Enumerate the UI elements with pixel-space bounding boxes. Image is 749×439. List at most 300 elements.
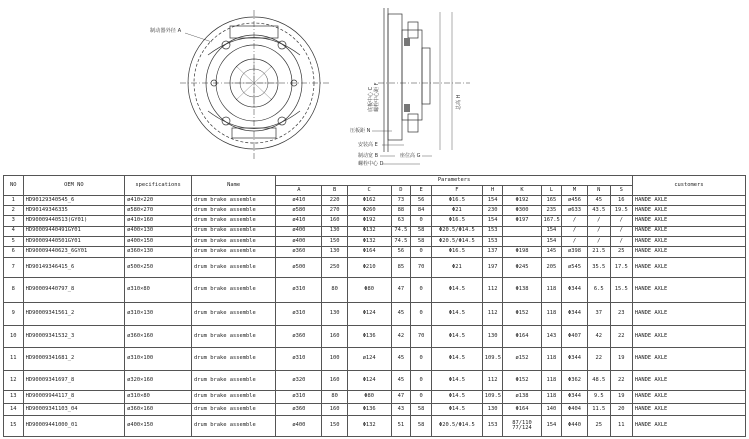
cell-param-l: 167.5 [541,216,562,226]
cell-oem-no: HD90149346415_6 [23,258,125,277]
cell-param-k: Φ164 [503,325,541,348]
cell-param-c: Φ260 [347,206,391,216]
table-row [4,236,746,246]
cell-param-m: / [562,226,587,236]
cell-name: drum brake assemble [192,348,276,371]
cell-param-f: Φ14.5 [431,370,482,390]
cell-param-l: 235 [541,206,562,216]
col-oem-header: OEM NO [23,176,125,196]
cell-param-b: 220 [322,196,347,206]
cell-param-k: 87/110 77/124 [503,416,541,437]
cell-param-n: 42 [587,325,610,348]
cell-param-l: 140 [541,403,562,416]
cell-customer: HANDE AXLE [632,236,745,246]
cell-param-b: 250 [322,258,347,277]
callout-b: 制动宽 B [358,153,379,159]
cell-customer: HANDE AXLE [632,247,745,258]
cell-param-h: 154 [482,216,503,226]
cell-param-d: 56 [391,247,411,258]
cell-param-m: Φ344 [562,348,587,371]
cell-param-m: Φ344 [562,277,587,302]
cell-name: drum brake assemble [192,258,276,277]
cell-customer: HANDE AXLE [632,196,745,206]
cell-specification: ø400×130 [125,226,192,236]
cell-param-f: Φ14.5 [431,391,482,404]
param-header-n: N [587,186,610,196]
cell-param-f: Φ14.5 [431,348,482,371]
cell-param-l: 154 [541,226,562,236]
cell-specification: ø360×160 [125,403,192,416]
callout-n: 压板距 N [350,128,371,134]
cell-param-h: 130 [482,403,503,416]
cell-name: drum brake assemble [192,206,276,216]
cell-param-e: 70 [411,325,432,348]
cell-param-k: Φ197 [503,216,541,226]
cell-param-b: 160 [322,216,347,226]
cell-no: 7 [4,258,24,277]
cell-param-f: Φ20.5/Φ14.5 [431,226,482,236]
table-row [4,247,746,258]
cell-no: 12 [4,370,24,390]
cell-specification: ø500×250 [125,258,192,277]
param-header-f: F [431,186,482,196]
callout-a: 制动器外径 A [150,28,182,34]
cell-param-f: Φ14.5 [431,325,482,348]
cell-no: 2 [4,206,24,216]
cell-param-e: 56 [411,196,432,206]
cell-param-h: 130 [482,325,503,348]
cell-name: drum brake assemble [192,370,276,390]
cell-param-c: Φ192 [347,216,391,226]
cell-param-e: 0 [411,370,432,390]
cell-param-c: Φ132 [347,416,391,437]
cell-param-e: 58 [411,226,432,236]
cell-param-a: ø410 [276,216,322,226]
cell-param-s: 20 [610,403,632,416]
cell-param-a: ø310 [276,391,322,404]
cell-param-l: 145 [541,247,562,258]
side-view [378,8,470,152]
cell-param-f: Φ21 [431,258,482,277]
cell-param-k: ø138 [503,391,541,404]
cell-param-m: Φ362 [562,370,587,390]
cell-param-n: / [587,216,610,226]
cell-param-f: Φ16.5 [431,196,482,206]
table-row [4,226,746,236]
cell-customer: HANDE AXLE [632,258,745,277]
cell-param-l: 118 [541,370,562,390]
cell-oem-no: HD90009341103_04 [23,403,125,416]
cell-param-m: ø545 [562,258,587,277]
cell-param-s: / [610,216,632,226]
cell-param-l: 143 [541,325,562,348]
cell-no: 14 [4,403,24,416]
cell-param-h: 197 [482,258,503,277]
cell-param-s: 22 [610,325,632,348]
cell-param-c: Φ124 [347,370,391,390]
cell-param-b: 150 [322,416,347,437]
cell-oem-no: HD90009441000_01 [23,416,125,437]
cell-name: drum brake assemble [192,277,276,302]
callout-h: 总高 H [456,94,462,110]
cell-param-n: 48.5 [587,370,610,390]
cell-param-s: 19.5 [610,206,632,216]
table-row [4,277,746,302]
cell-param-h: 109.5 [482,391,503,404]
cell-param-a: ø580 [276,206,322,216]
cell-name: drum brake assemble [192,416,276,437]
cell-param-l: 154 [541,416,562,437]
cell-param-e: 0 [411,302,432,325]
cell-param-m: Φ344 [562,302,587,325]
cell-customer: HANDE AXLE [632,348,745,371]
cell-param-k [503,226,541,236]
cell-param-n: 43.5 [587,206,610,216]
cell-oem-no: HD90149346335 [23,206,125,216]
cell-param-m: Φ440 [562,416,587,437]
cell-param-c: Φ136 [347,403,391,416]
callout-c: 底板中心 C [368,86,374,112]
cell-param-c: Φ164 [347,247,391,258]
cell-param-k [503,236,541,246]
cell-param-h: 112 [482,370,503,390]
cell-param-n: 37 [587,302,610,325]
cell-specification: ø360×130 [125,247,192,258]
cell-no: 1 [4,196,24,206]
cell-param-d: 45 [391,348,411,371]
cell-param-k: Φ245 [503,258,541,277]
cell-specification: ø310×100 [125,348,192,371]
cell-param-m: Φ344 [562,391,587,404]
callout-g: 座位高 G [400,153,421,159]
cell-param-h: 109.5 [482,348,503,371]
table-row [4,403,746,416]
callout-d: 螺栓中心 D [358,161,384,167]
cell-param-e: 0 [411,247,432,258]
table-row [4,325,746,348]
cell-param-s: 22 [610,370,632,390]
cell-param-n: / [587,236,610,246]
cell-param-a: ø400 [276,236,322,246]
cell-no: 3 [4,216,24,226]
cell-param-n: 11.5 [587,403,610,416]
cell-param-l: 118 [541,302,562,325]
cell-param-h: 153 [482,226,503,236]
param-header-k: K [503,186,541,196]
cell-param-b: 160 [322,325,347,348]
cell-param-k: ø152 [503,348,541,371]
cell-param-a: ø360 [276,247,322,258]
cell-param-b: 100 [322,348,347,371]
cell-param-e: 0 [411,216,432,226]
cell-param-h: 154 [482,196,503,206]
cell-no: 15 [4,416,24,437]
cell-param-d: 47 [391,277,411,302]
cell-param-s: 19 [610,348,632,371]
cell-param-h: 112 [482,277,503,302]
cell-specification: ø580×270 [125,206,192,216]
param-header-l: L [541,186,562,196]
cell-param-n: 22 [587,348,610,371]
cell-param-n: 45 [587,196,610,206]
cell-customer: HANDE AXLE [632,206,745,216]
col-name-header: Name [192,176,276,196]
cell-name: drum brake assemble [192,403,276,416]
cell-param-e: 58 [411,416,432,437]
cell-param-e: 0 [411,277,432,302]
cell-param-m: ø633 [562,206,587,216]
cell-specification: ø310×80 [125,277,192,302]
cell-param-e: 0 [411,391,432,404]
cell-param-s: / [610,226,632,236]
cell-param-n: 21.5 [587,247,610,258]
cell-param-a: ø410 [276,196,322,206]
cell-no: 11 [4,348,24,371]
cell-param-e: 70 [411,258,432,277]
cell-param-l: 165 [541,196,562,206]
cell-param-s: 23 [610,302,632,325]
cell-param-s: 25 [610,247,632,258]
cell-param-d: 45 [391,370,411,390]
cell-oem-no: HD90009341532_3 [23,325,125,348]
cell-param-l: 118 [541,277,562,302]
cell-customer: HANDE AXLE [632,403,745,416]
cell-param-a: ø360 [276,403,322,416]
param-header-m: M [562,186,587,196]
cell-param-n: 35.5 [587,258,610,277]
table-row [4,416,746,437]
cell-param-c: Φ80 [347,277,391,302]
cell-param-b: 80 [322,391,347,404]
cell-param-b: 130 [322,302,347,325]
cell-no: 13 [4,391,24,404]
cell-name: drum brake assemble [192,216,276,226]
cell-param-n: 25 [587,416,610,437]
cell-oem-no: HD90009440491GY01 [23,226,125,236]
parameters-header: Parameters [276,176,633,186]
cell-param-b: 160 [322,370,347,390]
cell-param-b: 80 [322,277,347,302]
table-row [4,302,746,325]
cell-param-a: ø310 [276,277,322,302]
cell-param-b: 160 [322,403,347,416]
param-header-c: C [347,186,391,196]
cell-param-m: ø398 [562,247,587,258]
table-row [4,196,746,206]
callout-f: 螺栓中心距 F [374,82,380,112]
cell-param-n: 9.5 [587,391,610,404]
cell-customer: HANDE AXLE [632,370,745,390]
table-row [4,258,746,277]
cell-specification: ø400×150 [125,236,192,246]
param-header-b: B [322,186,347,196]
cell-no: 9 [4,302,24,325]
cell-customer: HANDE AXLE [632,416,745,437]
cell-param-n: 6.5 [587,277,610,302]
cell-oem-no: HD90009440513(GY01) [23,216,125,226]
cell-param-d: 63 [391,216,411,226]
cell-param-f: Φ14.5 [431,403,482,416]
cell-param-b: 270 [322,206,347,216]
cell-param-s: 17.5 [610,258,632,277]
cell-customer: HANDE AXLE [632,226,745,236]
param-header-a: A [276,186,322,196]
front-view [180,10,330,160]
cell-param-c: Φ136 [347,325,391,348]
cell-param-d: 42 [391,325,411,348]
cell-param-a: ø310 [276,348,322,371]
cell-oem-no: HD90009440797_8 [23,277,125,302]
cell-param-c: Φ80 [347,391,391,404]
cell-no: 8 [4,277,24,302]
cell-specification: ø360×160 [125,325,192,348]
cell-param-l: 205 [541,258,562,277]
cell-param-h: 112 [482,302,503,325]
cell-param-f: Φ20.5/Φ14.5 [431,236,482,246]
cell-param-k: Φ192 [503,196,541,206]
param-header-d: D [391,186,411,196]
cell-name: drum brake assemble [192,391,276,404]
cell-oem-no: HD90009440501GY01 [23,236,125,246]
cell-param-s: 16 [610,196,632,206]
cell-param-s: 15.5 [610,277,632,302]
cell-param-m: / [562,216,587,226]
cell-param-m: Φ407 [562,325,587,348]
cell-param-s: 11 [610,416,632,437]
cell-param-k: Φ198 [503,247,541,258]
param-header-h: H [482,186,503,196]
cell-param-d: 51 [391,416,411,437]
cell-name: drum brake assemble [192,226,276,236]
cell-param-b: 150 [322,236,347,246]
table-row [4,206,746,216]
cell-param-b: 130 [322,226,347,236]
col-customers-header: customers [632,176,745,196]
cell-no: 6 [4,247,24,258]
cell-param-d: 88 [391,206,411,216]
cell-param-c: Φ162 [347,196,391,206]
cell-param-a: ø320 [276,370,322,390]
cell-param-m: Φ404 [562,403,587,416]
cell-customer: HANDE AXLE [632,277,745,302]
cell-param-f: Φ14.5 [431,302,482,325]
cell-specification: ø400×150 [125,416,192,437]
cell-param-k: Φ164 [503,403,541,416]
cell-param-h: 153 [482,236,503,246]
cell-param-s: / [610,236,632,246]
table-row [4,391,746,404]
cell-oem-no: HD90009440623_6GY01 [23,247,125,258]
table-row [4,216,746,226]
cell-param-l: 118 [541,391,562,404]
cell-param-e: 58 [411,403,432,416]
cell-param-a: ø400 [276,226,322,236]
cell-name: drum brake assemble [192,302,276,325]
table-row [4,348,746,371]
col-spec-header: specifications [125,176,192,196]
table-row [4,370,746,390]
cell-param-l: 154 [541,236,562,246]
cell-param-c: Φ132 [347,226,391,236]
cell-param-e: 84 [411,206,432,216]
cell-customer: HANDE AXLE [632,216,745,226]
cell-param-a: ø310 [276,302,322,325]
cell-param-a: ø500 [276,258,322,277]
cell-param-d: 47 [391,391,411,404]
cell-name: drum brake assemble [192,196,276,206]
cell-param-d: 45 [391,302,411,325]
cell-param-l: 118 [541,348,562,371]
cell-param-k: Φ300 [503,206,541,216]
technical-drawing [0,0,749,175]
cell-param-c: ø124 [347,348,391,371]
cell-param-e: 0 [411,348,432,371]
cell-param-d: 74.5 [391,236,411,246]
cell-param-h: 230 [482,206,503,216]
specification-table [3,175,746,437]
cell-param-m: / [562,236,587,246]
cell-specification: ø310×130 [125,302,192,325]
cell-param-c: Φ124 [347,302,391,325]
param-header-s: S [610,186,632,196]
cell-param-k: Φ152 [503,302,541,325]
cell-param-n: / [587,226,610,236]
cell-param-c: Φ210 [347,258,391,277]
cell-param-b: 130 [322,247,347,258]
cell-oem-no: HD90009944117_8 [23,391,125,404]
cell-name: drum brake assemble [192,325,276,348]
param-header-e: E [411,186,432,196]
cell-param-c: Φ132 [347,236,391,246]
cell-param-f: Φ14.5 [431,277,482,302]
cell-customer: HANDE AXLE [632,391,745,404]
cell-param-d: 74.5 [391,226,411,236]
cell-param-a: ø360 [276,325,322,348]
cell-param-f: Φ20.5/Φ14.5 [431,416,482,437]
cell-no: 10 [4,325,24,348]
cell-specification: ø410×220 [125,196,192,206]
cell-oem-no: HD90009341561_2 [23,302,125,325]
cell-param-f: Φ16.5 [431,247,482,258]
cell-name: drum brake assemble [192,247,276,258]
col-no-header: NO [4,176,24,196]
cell-param-s: 19 [610,391,632,404]
cell-param-f: Φ16.5 [431,216,482,226]
cell-customer: HANDE AXLE [632,302,745,325]
cell-specification: ø320×160 [125,370,192,390]
cell-specification: ø410×160 [125,216,192,226]
cell-param-h: 153 [482,416,503,437]
cell-param-m: ø456 [562,196,587,206]
cell-param-d: 43 [391,403,411,416]
cell-specification: ø310×80 [125,391,192,404]
callout-e: 安装高 E [358,142,378,148]
cell-oem-no: HD90009341697_8 [23,370,125,390]
cell-no: 5 [4,236,24,246]
cell-oem-no: HD90009341681_2 [23,348,125,371]
cell-param-a: ø400 [276,416,322,437]
cell-no: 4 [4,226,24,236]
cell-oem-no: HD90129340545_6 [23,196,125,206]
cell-param-k: Φ152 [503,370,541,390]
cell-param-k: Φ138 [503,277,541,302]
cell-param-e: 58 [411,236,432,246]
cell-param-f: Φ21 [431,206,482,216]
cell-name: drum brake assemble [192,236,276,246]
cell-param-d: 85 [391,258,411,277]
cell-param-h: 137 [482,247,503,258]
cell-param-d: 73 [391,196,411,206]
